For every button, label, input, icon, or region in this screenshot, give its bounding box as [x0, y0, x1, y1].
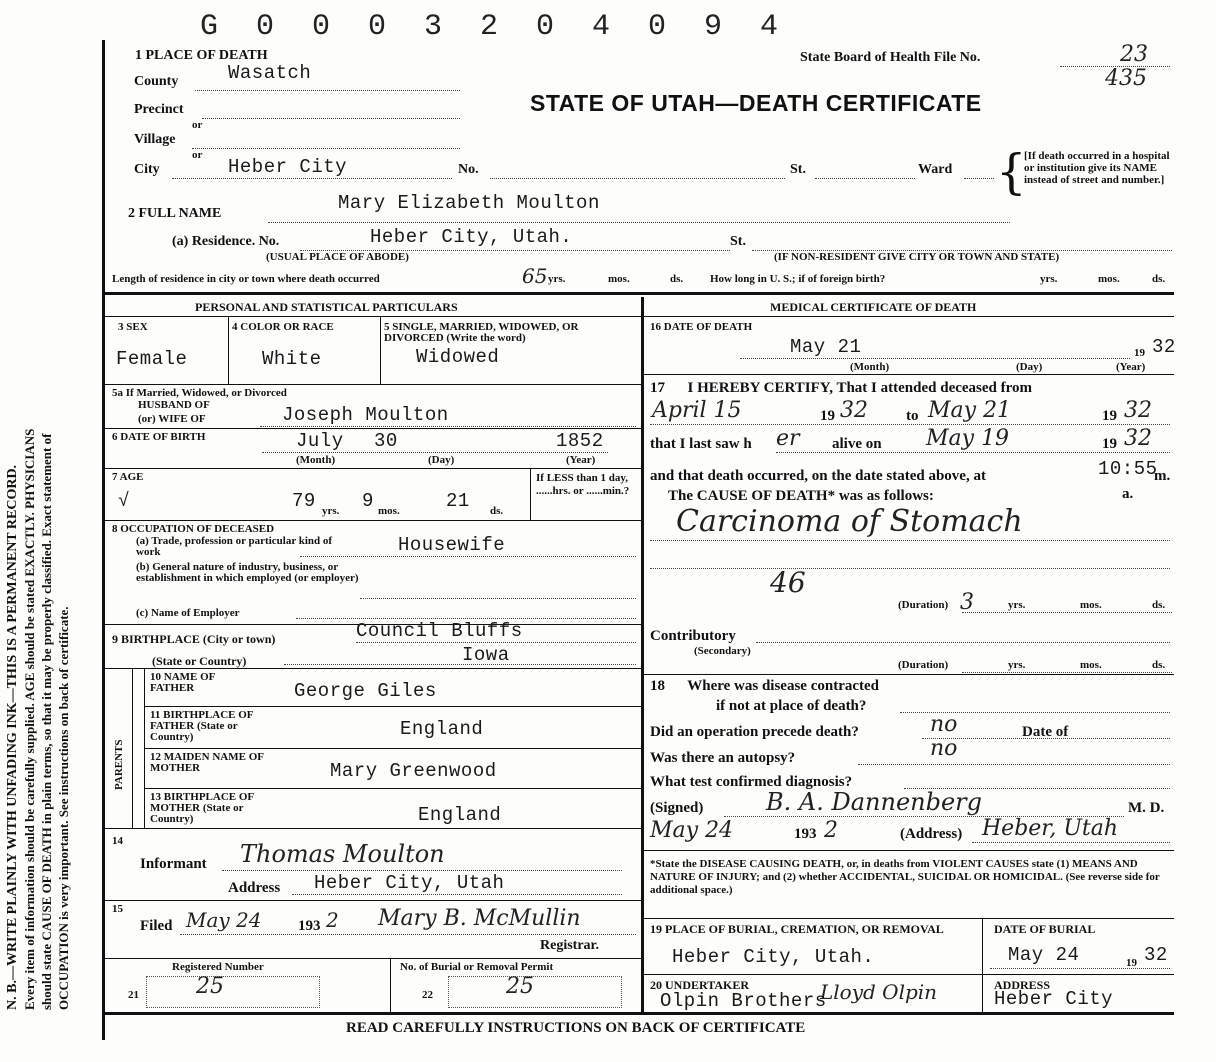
full-name-label: 2 FULL NAME — [128, 206, 222, 221]
side-note-line1: N. B.—WRITE PLAINLY WITH UNFADING INK—THIS IS A PERMANENT RECORD. — [5, 464, 20, 1010]
personal-header-line — [102, 316, 641, 317]
time-of-death: 10:55 — [1098, 458, 1158, 480]
autopsy-value: no — [930, 736, 958, 761]
mother-birthplace: England — [418, 804, 502, 826]
county-value: Wasatch — [228, 62, 312, 84]
side-note-line2: Every item of information should be carefully supplied. AGE should be stated EXACTLY. PHYSICIANS — [22, 428, 37, 1010]
contrib-ds-label: ds. — [1152, 659, 1166, 671]
village-label: Village — [134, 132, 176, 147]
age-check: √ — [118, 490, 130, 512]
row-line-4 — [102, 520, 641, 521]
color-divider — [380, 316, 381, 384]
registrar-signature: Mary B. McMullin — [378, 906, 581, 931]
marital-value: Widowed — [416, 346, 500, 368]
attended-from: April 15 — [652, 398, 742, 423]
medical-header: MEDICAL CERTIFICATE OF DEATH — [770, 300, 977, 314]
occurred-label: and that death occurred, on the date stated above, at — [650, 468, 986, 484]
number-line — [490, 178, 785, 179]
full-name-value: Mary Elizabeth Moulton — [338, 192, 600, 214]
marital-label: 5 SINGLE, MARRIED, WIDOWED, OR DIVORCED (Write the word) — [384, 321, 579, 344]
autopsy-label: Was there an autopsy? — [650, 750, 796, 766]
contributory-line — [756, 642, 1170, 643]
md-label: M. D. — [1128, 800, 1165, 816]
signed-year-prefix: 193 — [794, 826, 817, 842]
industry-line — [360, 598, 636, 599]
file-number-1: 23 — [1120, 42, 1148, 67]
occupation-label: 8 OCCUPATION OF DECEASED — [112, 523, 275, 535]
contrib-duration-line — [962, 672, 1172, 673]
medical-header-line — [641, 316, 1174, 317]
burial-permit-label: No. of Burial or Removal Permit — [400, 961, 554, 973]
burial-permit-number: 25 — [506, 974, 534, 999]
contrib-duration-label: (Duration) — [898, 659, 949, 671]
usual-abode-label: (USUAL PLACE OF ABODE) — [266, 251, 409, 263]
attended-line — [650, 424, 1170, 425]
dob-year: 1852 — [556, 430, 604, 452]
city-line — [172, 178, 452, 179]
alive-on-label: alive on — [832, 436, 882, 452]
color-label: 4 COLOR OR RACE — [232, 321, 334, 333]
registered-number-box — [146, 976, 320, 1008]
footer-instructions: READ CAREFULLY INSTRUCTIONS ON BACK OF CERTIFICATE — [346, 1020, 806, 1036]
duration-label: (Duration) — [898, 599, 949, 611]
brace-icon: { — [996, 144, 1027, 200]
death-year: 32 — [1152, 336, 1176, 358]
document-title: STATE OF UTAH—DEATH CERTIFICATE — [530, 90, 982, 116]
attended-to-label: to — [906, 408, 919, 424]
father-value: George Giles — [294, 680, 437, 702]
foreign-ds: ds. — [1152, 273, 1166, 285]
dob-day-label: (Day) — [428, 454, 455, 466]
mother-birthplace-label: 13 BIRTHPLACE OF MOTHER (State or Country) — [150, 791, 254, 825]
filed-line — [180, 934, 636, 935]
registered-number: 25 — [196, 974, 224, 999]
city-value: Heber City — [228, 156, 348, 178]
side-note — [4, 50, 84, 1010]
parents-divider — [132, 668, 133, 828]
father-birthplace-label: 11 BIRTHPLACE OF FATHER (State or Country) — [150, 709, 254, 743]
city-label: City — [134, 162, 160, 177]
cause-line-2 — [650, 568, 1170, 569]
foreign-mos: mos. — [1098, 273, 1120, 285]
or-2: or — [192, 149, 203, 161]
parents-label: PARENTS — [113, 739, 125, 790]
death-month-label: (Month) — [850, 361, 890, 373]
attended-to-prefix: 19 — [1102, 408, 1117, 424]
med-row-line-1 — [641, 374, 1174, 375]
spouse-label-1: 5a If Married, Widowed, or Divorced — [112, 387, 287, 399]
full-name-line — [268, 222, 1010, 223]
informant-address-label: Address — [228, 880, 281, 896]
last-saw-label: that I last saw h — [650, 436, 752, 452]
row-line-2 — [102, 428, 641, 429]
row-line-8 — [144, 748, 641, 749]
left-border — [102, 40, 105, 1040]
sex-divider — [228, 316, 229, 384]
age-years: 79 — [292, 490, 316, 512]
residence-street-label: St. — [730, 234, 746, 249]
street-line — [815, 178, 915, 179]
undertaker-name: Olpin Brothers — [660, 990, 827, 1012]
institution-note: [If death occurred in a hospital or institution give its NAME instead of street and number.] — [1024, 150, 1170, 186]
burial-date-line — [990, 968, 1170, 969]
last-saw-suffix: er — [776, 426, 800, 451]
spouse-value: Joseph Moulton — [282, 404, 449, 426]
duration-ds-label: ds. — [1152, 599, 1166, 611]
residence-length-label: Length of residence in city or town where death occurred — [112, 273, 380, 285]
cause-of-death: Carcinoma of Stomach — [676, 504, 1023, 539]
last-saw-line — [776, 452, 1170, 453]
foreign-yrs: yrs. — [1040, 273, 1058, 285]
age-divider — [530, 468, 531, 520]
burial-date-label: DATE OF BURIAL — [994, 922, 1096, 936]
employer-label: (c) Name of Employer — [136, 607, 240, 619]
foreign-label: How long in U. S.; if of foreign birth? — [710, 273, 886, 285]
birthplace-state-line — [284, 664, 636, 665]
autopsy-line — [858, 764, 1170, 765]
sex-label: 3 SEX — [118, 321, 148, 333]
row-line-11 — [102, 900, 641, 901]
filed-number: 15 — [112, 903, 123, 915]
file-label: State Board of Health File No. — [800, 50, 981, 65]
filed-date: May 24 — [186, 908, 262, 932]
birthplace-state: Iowa — [462, 644, 510, 666]
death-year-prefix: 19 — [1134, 347, 1145, 359]
reg-divider — [390, 958, 391, 1012]
test-label: What test confirmed diagnosis? — [650, 774, 853, 790]
file-number-2: 435 — [1105, 66, 1147, 91]
duration-years: 3 — [960, 590, 974, 615]
dob-label: 6 DATE OF BIRTH — [112, 431, 206, 443]
mother-label: 12 MAIDEN NAME OF MOTHER — [150, 751, 264, 774]
attended-to: May 21 — [928, 398, 1012, 423]
place-of-death-label: 1 PLACE OF DEATH — [135, 48, 268, 63]
residence-length-value: 65 — [522, 264, 548, 288]
certify-line: 17 I HEREBY CERTIFY, That I attended deceased from — [650, 380, 1033, 396]
middle-divider — [641, 297, 644, 1012]
occupation-industry-label: (b) General nature of industry, business, or establishment in which employed (or employer) — [136, 561, 359, 584]
filed-year: 2 — [326, 908, 339, 932]
mother-value: Mary Greenwood — [330, 760, 497, 782]
contributory-label: Contributory — [650, 628, 736, 644]
operation-value: no — [930, 712, 958, 737]
birthplace-line — [356, 642, 636, 643]
operation-label: Did an operation precede death? — [650, 724, 859, 740]
age-months: 9 — [362, 490, 374, 512]
cause-line-1 — [650, 540, 1170, 541]
birthplace-city: Council Bluffs — [356, 620, 523, 642]
residence-label: (a) Residence. No. — [172, 234, 280, 249]
duration-mos-label: mos. — [1080, 599, 1102, 611]
side-note-line4: OCCUPATION is very important. See instructions on back of certificate. — [56, 606, 71, 1010]
attended-from-prefix: 19 — [820, 408, 835, 424]
age-days: 21 — [446, 490, 470, 512]
certificate-stamp-number: G 0 0 0 3 2 0 4 0 9 4 — [200, 10, 789, 44]
residence-mos: mos. — [608, 273, 630, 285]
or-1: or — [192, 119, 203, 131]
informant-address-line — [292, 894, 622, 895]
father-birthplace: England — [400, 718, 484, 740]
occupation-line — [300, 556, 636, 557]
secondary-label: (Secondary) — [694, 645, 751, 657]
med-row-line-5 — [641, 974, 1174, 975]
death-day-label: (Day) — [1016, 361, 1043, 373]
death-date-line — [740, 358, 1130, 359]
father-label: 10 NAME OF FATHER — [150, 671, 215, 694]
duration-yrs-label: yrs. — [1008, 599, 1026, 611]
row-line-12 — [102, 958, 641, 959]
spouse-label-3: (or) WIFE OF — [138, 413, 206, 425]
death-month-day: May 21 — [790, 336, 862, 358]
precinct-label: Precinct — [134, 102, 184, 117]
less-than-day-label: If LESS than 1 day, ......hrs. or ......min.? — [536, 472, 630, 497]
age-yrs-label: yrs. — [322, 505, 340, 517]
physician-address-label: (Address) — [900, 826, 963, 842]
informant-label: Informant — [140, 856, 207, 872]
filed-label: Filed — [140, 918, 173, 934]
residence-value: Heber City, Utah. — [370, 226, 573, 248]
operation-line — [922, 738, 1170, 739]
employer-line — [296, 618, 636, 619]
signed-year: 2 — [824, 818, 838, 843]
spouse-label-2: HUSBAND OF — [138, 399, 210, 411]
row-line-9 — [144, 788, 641, 789]
row-line-6 — [102, 668, 641, 669]
burial-year-prefix: 19 — [1126, 957, 1137, 969]
county-label: County — [134, 74, 179, 89]
residence-yrs: yrs. — [548, 273, 566, 285]
physician-signature: B. A. Dannenberg — [766, 788, 983, 816]
color-value: White — [262, 348, 322, 370]
occupation-value: Housewife — [398, 534, 506, 556]
med-row-line-4 — [641, 918, 1174, 919]
informant-number: 14 — [112, 835, 123, 847]
row-line-7 — [144, 706, 641, 707]
age-label: 7 AGE — [112, 471, 144, 483]
burial-permit-index: 22 — [422, 989, 433, 1001]
ward-label: Ward — [918, 162, 953, 177]
undertaker-signature: Lloyd Olpin — [820, 980, 938, 1004]
med-row-line-2 — [641, 674, 1174, 675]
date-of-death-label: 16 DATE OF DEATH — [650, 321, 753, 333]
county-line — [195, 90, 460, 91]
registrar-label: Registrar. — [540, 938, 599, 953]
side-note-line3: should state CAUSE OF DEATH in plain terms, so that it may be properly classified. Exact statement of — [39, 433, 54, 1010]
violent-causes-footnote: *State the DISEASE CAUSING DEATH, or, in deaths from VIOLENT CAUSES state (1) MEANS AND NATURE OF INJURY; and (2) whether ACCIDENTAL, SUICIDAL OR HOMICIDAL. (See reverse side for additional space.) — [650, 858, 1160, 896]
burial-divider — [982, 918, 983, 1012]
informant-address: Heber City, Utah — [314, 872, 505, 894]
contrib-mos-label: mos. — [1080, 659, 1102, 671]
birthplace-state-label: (State or Country) — [152, 654, 247, 668]
personal-header: PERSONAL AND STATISTICAL PARTICULARS — [195, 300, 458, 314]
number-label: No. — [458, 162, 479, 177]
signed-date: May 24 — [650, 818, 734, 843]
filed-year-prefix: 193 — [298, 918, 321, 934]
row-line-10 — [102, 828, 641, 829]
dob-day: 30 — [374, 430, 398, 452]
burial-place: Heber City, Utah. — [672, 946, 875, 968]
cause-code: 46 — [770, 566, 806, 599]
am-label: a. — [1122, 486, 1134, 502]
precinct-line — [202, 118, 460, 119]
age-mos-label: mos. — [378, 505, 400, 517]
time-m-label: m. — [1154, 468, 1171, 484]
physician-address: Heber, Utah — [982, 816, 1119, 841]
burial-permit-box — [448, 976, 622, 1008]
burial-place-label: 19 PLACE OF BURIAL, CREMATION, OR REMOVAL — [650, 922, 944, 936]
occupation-trade-label: (a) Trade, profession or particular kind of work — [136, 535, 333, 558]
death-year-label: (Year) — [1116, 361, 1146, 373]
non-resident-label: (IF NON-RESIDENT GIVE CITY OR TOWN AND STATE) — [774, 251, 1060, 263]
cause-label: The CAUSE OF DEATH* was as follows: — [668, 488, 934, 504]
ward-line — [964, 178, 994, 179]
contrib-yrs-label: yrs. — [1008, 659, 1026, 671]
med-row-line-3 — [641, 850, 1174, 851]
dob-month-label: (Month) — [296, 454, 336, 466]
dob-year-label: (Year) — [566, 454, 596, 466]
burial-date: May 24 — [1008, 944, 1080, 966]
sex-value: Female — [116, 348, 188, 370]
residence-ds: ds. — [670, 273, 684, 285]
undertaker-label: 20 UNDERTAKER — [650, 978, 750, 992]
row-line-1 — [102, 384, 641, 385]
physician-address-line — [972, 842, 1170, 843]
age-ds-label: ds. — [490, 505, 504, 517]
last-saw-prefix: 19 — [1102, 436, 1117, 452]
registered-number-label: Registered Number — [172, 961, 264, 973]
spouse-line — [260, 426, 636, 427]
duration-line — [962, 612, 1172, 613]
street-label: St. — [790, 162, 806, 177]
birthplace-label: 9 BIRTHPLACE (City or town) — [112, 632, 276, 646]
attended-from-year: 32 — [840, 398, 868, 423]
dob-line — [262, 452, 608, 453]
contracted-label: 18 Where was disease contracted — [650, 678, 879, 694]
signed-label: (Signed) — [650, 800, 704, 816]
undertaker-address: Heber City — [994, 988, 1114, 1010]
last-saw-date: May 19 — [926, 426, 1010, 451]
informant-line — [222, 870, 622, 871]
row-line-3 — [102, 468, 641, 469]
dob-month: July — [296, 430, 344, 452]
attended-to-year: 32 — [1124, 398, 1152, 423]
undertaker-address-label: ADDRESS — [994, 978, 1051, 992]
divider-top-header — [102, 292, 1174, 295]
date-of-label: Date of — [1022, 724, 1069, 740]
informant-signature: Thomas Moulton — [240, 840, 445, 868]
contracted-label-2: if not at place of death? — [716, 698, 867, 714]
village-line — [192, 148, 460, 149]
last-saw-year: 32 — [1124, 426, 1152, 451]
burial-year: 32 — [1144, 944, 1168, 966]
registered-number-index: 21 — [128, 989, 139, 1001]
bottom-border — [102, 1012, 1174, 1015]
